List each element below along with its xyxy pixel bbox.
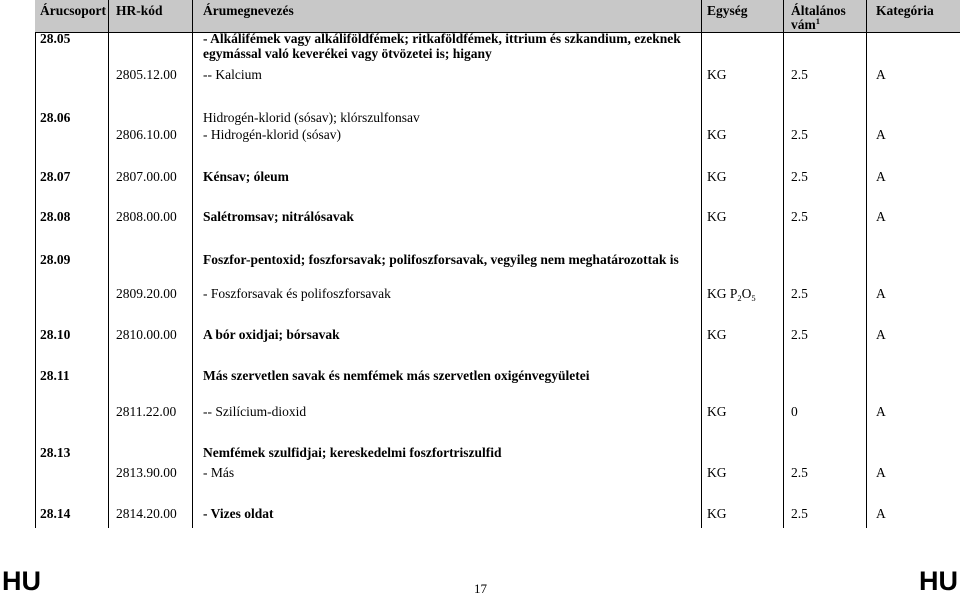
group-description: Más szervetlen savak és nemfémek más szervetlen oxigénvegyületei: [203, 368, 590, 383]
unit: KG: [707, 209, 727, 224]
header-hr-kod: HR-kód: [116, 3, 163, 18]
unit: KG: [707, 127, 727, 142]
group-code: 28.06: [40, 110, 71, 125]
unit: KG: [707, 169, 727, 184]
item-description: - Vizes oldat: [203, 506, 274, 521]
hr-code: 2813.90.00: [116, 465, 177, 480]
group-description: - Alkálifémek vagy alkáliföldfémek; ritkaföldfémek, ittrium és szkandium, ezeknek: [203, 31, 681, 46]
category: A: [876, 169, 886, 184]
duty-rate: 2.5: [791, 465, 808, 480]
item-description: Salétromsav; nitrálósavak: [203, 209, 354, 224]
group-code: 28.07: [40, 169, 71, 184]
unit: KG: [707, 67, 727, 82]
hr-code: 2808.00.00: [116, 209, 177, 224]
group-code: 28.14: [40, 506, 71, 521]
hr-code: 2809.20.00: [116, 286, 177, 301]
hr-code: 2805.12.00: [116, 67, 177, 82]
category: A: [876, 327, 886, 342]
hr-code: 2814.20.00: [116, 506, 177, 521]
group-code: 28.08: [40, 209, 71, 224]
category: A: [876, 506, 886, 521]
duty-rate: 2.5: [791, 209, 808, 224]
unit-chemical-formula: KG $P_2O_5$: [707, 286, 756, 303]
header-kategoria: Kategória: [876, 3, 934, 18]
header-arucsoport: Árucsoport: [40, 3, 106, 18]
page-number: 17: [474, 581, 487, 596]
column-divider: [192, 0, 193, 528]
column-divider: [701, 0, 702, 528]
category: A: [876, 286, 886, 301]
item-description: A bór oxidjai; bórsavak: [203, 327, 340, 342]
item-description: Kénsav; óleum: [203, 169, 289, 184]
column-divider: [866, 0, 867, 528]
column-divider: [108, 0, 109, 528]
duty-rate: 2.5: [791, 169, 808, 184]
hr-code: 2806.10.00: [116, 127, 177, 142]
category: A: [876, 465, 886, 480]
footer-country-mark-right: HU: [919, 566, 958, 596]
header-altalanos-vam-line1: Általános: [791, 3, 846, 18]
group-code: 28.11: [40, 368, 70, 383]
hr-code: 2811.22.00: [116, 404, 177, 419]
unit: KG: [707, 404, 727, 419]
group-description-continued: egymással való keverékei vagy ötvözetei is; higany: [203, 46, 492, 61]
unit: KG: [707, 506, 727, 521]
duty-rate: 2.5: [791, 127, 808, 142]
item-description: - Más: [203, 465, 235, 480]
header-altalanos-vam-line2: vám$^1$: [791, 16, 820, 32]
group-code: 28.09: [40, 252, 71, 267]
group-description: Nemfémek szulfidjai; kereskedelmi foszfortriszulfid: [203, 445, 502, 460]
item-description: - Hidrogén-klorid (sósav): [203, 127, 341, 142]
column-divider: [783, 0, 784, 528]
item-description: -- Kalcium: [203, 67, 262, 82]
item-description: -- Szilícium-dioxid: [203, 404, 307, 419]
unit: KG: [707, 327, 727, 342]
duty-rate: 2.5: [791, 286, 808, 301]
unit: KG: [707, 465, 727, 480]
category: A: [876, 67, 886, 82]
group-code: 28.13: [40, 445, 71, 460]
group-description: Foszfor-pentoxid; foszforsavak; polifoszforsavak, vegyileg nem meghatározottak is: [203, 252, 679, 267]
group-description: Hidrogén-klorid (sósav); klórszulfonsav: [203, 110, 420, 125]
hr-code: 2810.00.00: [116, 327, 177, 342]
item-description: - Foszforsavak és polifoszforsavak: [203, 286, 391, 301]
group-code: 28.05: [40, 31, 71, 46]
header-egyseg: Egység: [707, 3, 748, 18]
header-arumegnevezes: Árumegnevezés: [203, 3, 294, 18]
footer-country-mark-left: HU: [2, 566, 41, 596]
category: A: [876, 127, 886, 142]
group-code: 28.10: [40, 327, 71, 342]
category: A: [876, 404, 886, 419]
duty-rate: 2.5: [791, 327, 808, 342]
hr-code: 2807.00.00: [116, 169, 177, 184]
duty-rate: 2.5: [791, 506, 808, 521]
duty-rate: 2.5: [791, 67, 808, 82]
duty-rate: 0: [791, 404, 798, 419]
category: A: [876, 209, 886, 224]
